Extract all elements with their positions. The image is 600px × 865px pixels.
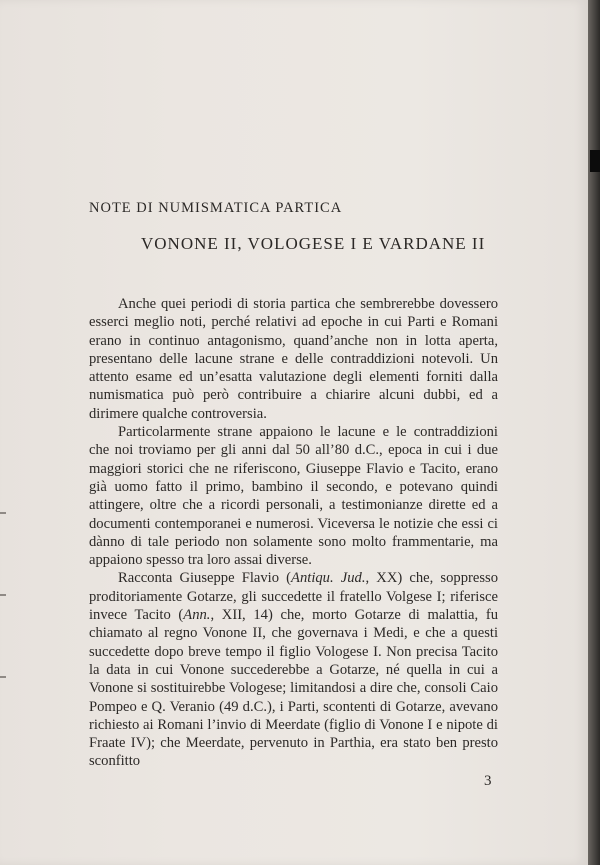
paragraph-text: , XII, 14) che, morto Gotarze di malattia, fu chiamato al regno Vonone II, che governava i Medi, e che a questi succedette dopo breve tempo il figlio Vologese I. Non precisa Tacito la data in cui Vonone succederebbe a Gotarze, né quella in cui a Vonone si sostituirebbe Vologese; limitandosi a dire che, consoli Caio Pompeo e Q. Veranio (49 d.C.), i Parti, scontenti di Gotarze, avevano richiesto ai Romani l’invio di Meerdate (figlio di Vonone I e nipote di Fraate IV); che Meerdate, pervenuto in Parthia, era stato ben presto sconfitto <box>89 607 498 770</box>
paragraph <box>89 295 498 423</box>
margin-tick <box>0 594 6 596</box>
series-title: NOTE DI NUMISMATICA PARTICA <box>89 200 343 216</box>
paragraph-text: , XX) che, soppresso proditoriamente Gotarze, gli succedette il fratello Volgese I; riferisce invece Tacito ( <box>89 570 498 624</box>
article-body <box>89 295 498 771</box>
paragraph-text: Particolarmente strane appaiono le lacune e le contraddizioni che noi troviamo per gli anni dal 50 all’80 d.C., epoca in cui i due maggiori storici che ne riferiscono, Giuseppe Flavio e Tacito, erano già uomo fatto il primo, bambino il secondo, e potevano quindi attingere, oltre che a ricordi personali, a testimonianze dirette ed a documenti contemporanei e numerosi. Viceversa le notizie che essi ci dànno di tale periodo non solamente sono molto frammentarie, ma appaiono spesso tra loro assai diverse. <box>89 424 498 569</box>
page-number: 3 <box>484 773 492 789</box>
paragraph <box>89 569 498 770</box>
paragraph-text: Anche quei periodi di storia partica che sembrerebbe dovessero esserci meglio noti, perché relativi ad epoche in cui Parti e Romani erano in continuo antagonismo, quand’anche non in lotta aperta, presentano delle lacune strane e delle contraddizioni notevoli. Un attento esame ed un’esatta valutazione degli elementi forniti dalla numismatica può però contribuire a chiarire alcuni dubbi, ed a dirimere qualche controversia. <box>89 296 498 422</box>
margin-tick <box>0 512 6 514</box>
article-title: VONONE II, VOLOGESE I E VARDANE II <box>141 234 486 253</box>
paragraph <box>89 423 498 569</box>
citation-text: Antiqu. Jud. <box>291 570 366 587</box>
page-edge <box>588 0 600 865</box>
citation-text: Ann. <box>183 607 211 624</box>
paragraph-text: Racconta Giuseppe Flavio ( <box>118 570 292 587</box>
bookmark-tab <box>590 150 600 172</box>
margin-tick <box>0 676 6 678</box>
